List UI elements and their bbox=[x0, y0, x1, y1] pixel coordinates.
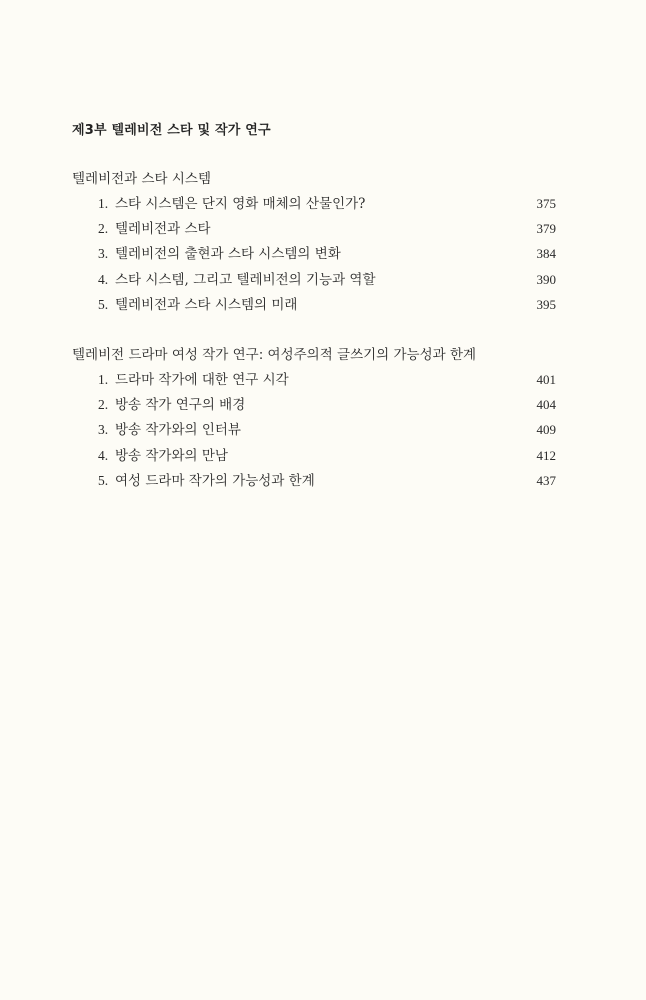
entry-title: 여성 드라마 작가의 가능성과 한계 bbox=[115, 472, 315, 489]
entry-page-number: 395 bbox=[536, 296, 556, 312]
entry-number: 4. bbox=[98, 447, 109, 463]
entry-title: 방송 작가 연구의 배경 bbox=[115, 397, 246, 414]
entry-title: 드라마 작가에 대한 연구 시각 bbox=[115, 372, 289, 388]
entry-page-number: 401 bbox=[536, 372, 556, 387]
entry-page-number: 375 bbox=[536, 196, 556, 211]
toc-entry[interactable] bbox=[72, 417, 556, 442]
entry-page-number: 437 bbox=[536, 472, 556, 488]
entry-page-number: 379 bbox=[536, 221, 556, 237]
entry-title: 텔레비전의 출현과 스타 시스템의 변화 bbox=[115, 246, 341, 263]
toc-entry-list bbox=[72, 191, 556, 317]
entry-number: 2. bbox=[98, 221, 109, 237]
toc-entry[interactable] bbox=[72, 443, 556, 468]
entry-title: 방송 작가와의 만남 bbox=[115, 447, 228, 464]
toc-entry[interactable] bbox=[72, 216, 556, 241]
entry-page-number: 404 bbox=[536, 397, 556, 413]
toc-section bbox=[72, 167, 556, 317]
toc-entry[interactable] bbox=[72, 292, 556, 317]
entry-title: 방송 작가와의 인터뷰 bbox=[115, 422, 241, 439]
toc-entry[interactable] bbox=[72, 468, 556, 493]
entry-number: 2. bbox=[98, 397, 109, 413]
section-title: 텔레비전과 스타 시스템 bbox=[72, 171, 211, 187]
entry-number: 5. bbox=[98, 296, 109, 312]
toc-entry[interactable] bbox=[72, 392, 556, 417]
toc-entry[interactable] bbox=[72, 367, 556, 392]
entry-page-number: 384 bbox=[536, 246, 556, 262]
entry-number: 3. bbox=[98, 422, 109, 438]
part-title: 제3부 텔레비전 스타 및 작가 연구 bbox=[72, 123, 271, 138]
entry-title: 텔레비전과 스타 시스템의 미래 bbox=[115, 296, 298, 313]
entry-number: 1. bbox=[98, 372, 109, 387]
section-title: 텔레비전 드라마 여성 작가 연구: 여성주의적 글쓰기의 가능성과 한계 bbox=[72, 347, 477, 363]
entry-page-number: 409 bbox=[536, 422, 556, 438]
entry-title: 스타 시스템은 단지 영화 매체의 산물인가? bbox=[115, 196, 366, 212]
entry-title: 텔레비전과 스타 bbox=[115, 221, 211, 238]
entry-number: 4. bbox=[98, 271, 109, 287]
toc-section bbox=[72, 343, 556, 493]
entry-number: 1. bbox=[98, 196, 109, 211]
entry-page-number: 390 bbox=[536, 271, 556, 287]
toc-entry[interactable] bbox=[72, 267, 556, 292]
entry-title: 스타 시스템, 그리고 텔레비전의 기능과 역할 bbox=[115, 271, 376, 288]
toc-entry[interactable] bbox=[72, 191, 556, 216]
toc-entry[interactable] bbox=[72, 241, 556, 266]
entry-number: 5. bbox=[98, 472, 109, 488]
toc-entry-list bbox=[72, 367, 556, 493]
entry-page-number: 412 bbox=[536, 447, 556, 463]
entry-number: 3. bbox=[98, 246, 109, 262]
